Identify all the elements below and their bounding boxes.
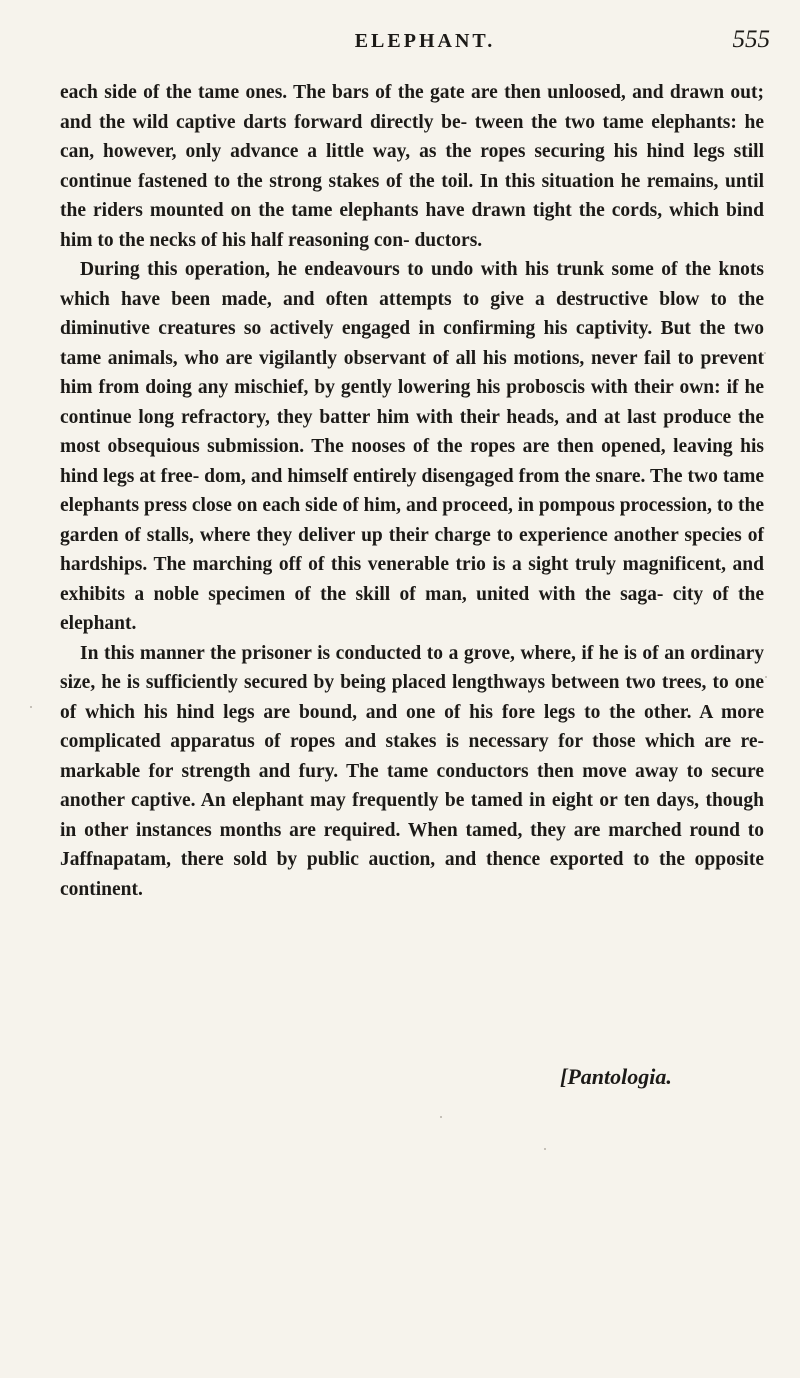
source-attribution: [Pantologia. (560, 1064, 672, 1089)
page-number: 555 (732, 26, 770, 53)
paragraph-1: each side of the tame ones. The bars of the gate are then unloosed, and drawn out; and the wild captive darts forward directly be- tween the two tame elephants: he can, however, only advance a little way, as the ropes securing his hind legs still continue fastened to the strong stakes of the toil. In this situation he remains, until the riders mounted on the tame elephants have drawn tight the cords, which bind him to the necks of his half reasoning con- ductors. (60, 82, 764, 251)
paper-speck (30, 706, 32, 708)
paragraph-3: In this manner the prisoner is conducted to a grove, where, if he is of an ordinary size, he is sufficiently secured by being placed lengthways between two trees, to one of which his hind legs are bound, and one of his fore legs to the other. A more complicated apparatus of ropes and stakes is necessary for those which are re- markable for strength and fury. The tame conductors then move away to secure another captive. An elephant may frequently be tamed in eight or ten days, though in other instances months are required. When tamed, they are marched round to Jaffnapatam, there sold by public auction, and thence exported to the opposite continent. (60, 642, 764, 900)
paper-speck (544, 1148, 546, 1150)
paper-speck (765, 676, 767, 678)
paper-speck (440, 1116, 442, 1118)
running-title: ELEPHANT. (354, 30, 496, 52)
paper-speck (764, 352, 766, 354)
running-head (80, 22, 770, 62)
paragraph-2: During this operation, he endeavours to undo with his trunk some of the knots which have been made, and often attempts to give a destructive blow to the diminutive creatures so actively engaged in confirming his captivity. But the two tame animals, who are vigilantly observant of all his motions, never fail to prevent him from doing any mischief, by gently lowering his proboscis with their own: if he continue long refractory, they batter him with their heads, and at last produce the most obsequious submission. The nooses of the ropes are then opened, leaving his hind legs at free- dom, and himself entirely disengaged from the snare. The two tame elephants press close on each side of him, and proceed, in pompous procession, to the garden of stalls, where they deliver up their charge to experience another species of hardships. The marching off of this venerable trio is a sight truly magnificent, and exhibits a noble specimen of the skill of man, united with the saga- city of the elephant. (60, 259, 764, 634)
body-text (60, 78, 764, 904)
